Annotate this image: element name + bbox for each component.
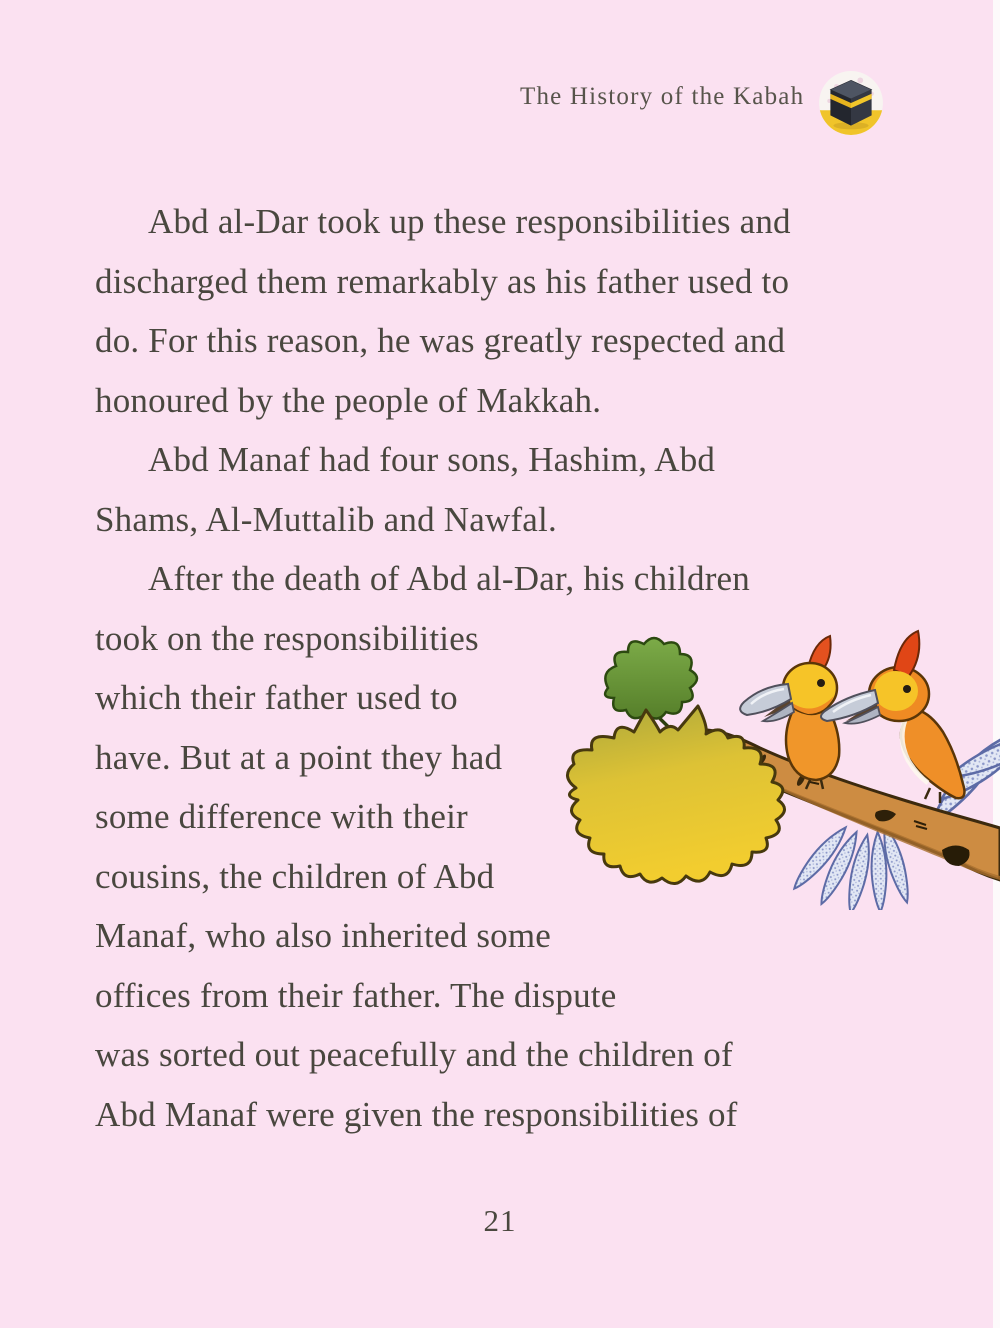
text-line: have. But at a point they had <box>95 737 503 777</box>
text-line: Abd al-Dar took up these responsibilities and <box>148 202 791 241</box>
text-line: took on the responsibilities <box>95 618 479 658</box>
text-line: After the death of Abd al-Dar, his children <box>148 559 750 598</box>
text-line: Shams, Al-Muttalib and Nawfal. <box>95 499 557 539</box>
page-title: The History of the Kabah <box>520 83 805 110</box>
text-line: some difference with their <box>95 797 468 836</box>
green-leaf-cluster <box>605 638 697 719</box>
text-line: discharged them remarkably as his father used to <box>95 261 790 301</box>
page-number: 21 <box>483 1203 517 1238</box>
text-line: Abd Manaf had four sons, Hashim, Abd <box>148 440 716 479</box>
text-line: was sorted out peacefully and the children of <box>95 1035 733 1074</box>
bird-right-icon <box>821 631 965 803</box>
text-line: Abd Manaf were given the responsibilities of <box>95 1094 738 1134</box>
text-line: offices from their father. The dispute <box>95 975 617 1015</box>
yellow-leaf <box>567 706 784 884</box>
text-line: which their father used to <box>95 678 458 717</box>
kaaba-icon <box>817 69 885 137</box>
birds-on-branch-illustration <box>558 628 1000 910</box>
text-line: do. For this reason, he was greatly respected and <box>95 321 786 360</box>
text-line: Manaf, who also inherited some <box>95 916 552 955</box>
text-line: cousins, the children of Abd <box>95 856 495 896</box>
text-line: honoured by the people of Makkah. <box>95 380 602 420</box>
